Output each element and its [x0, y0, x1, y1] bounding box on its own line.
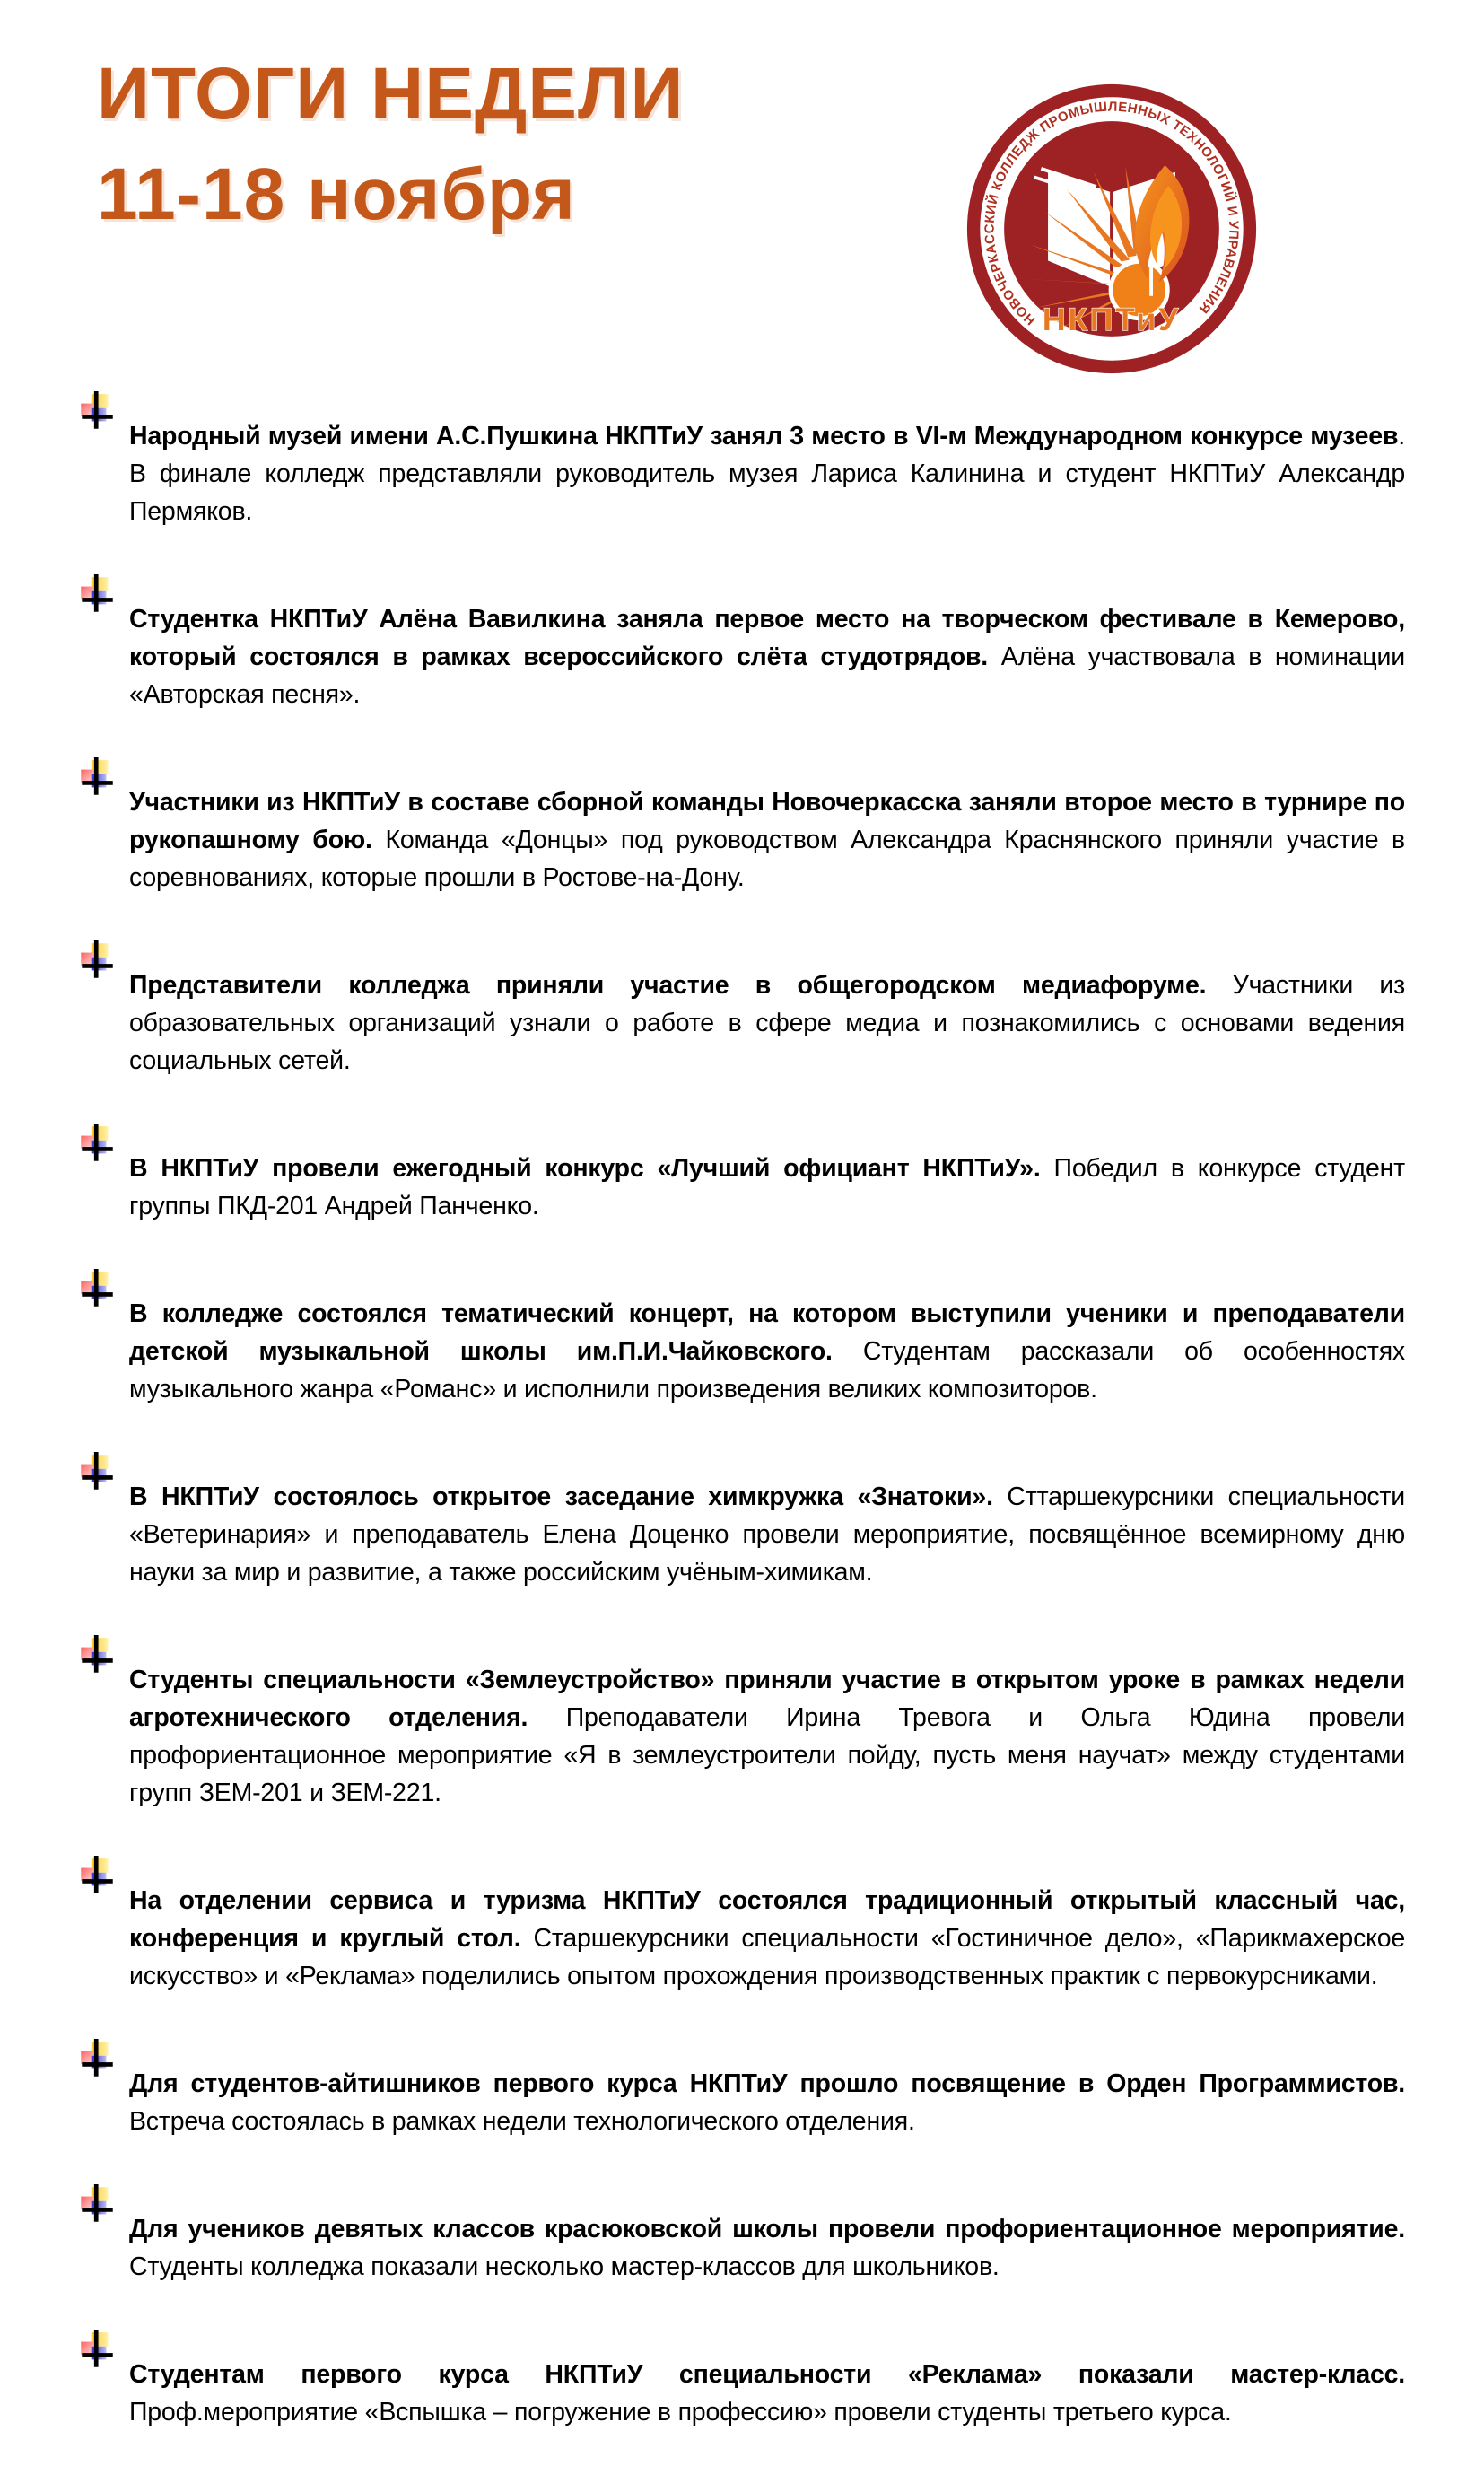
news-item: [79, 757, 1405, 922]
dagger-cross-bullet-icon: [79, 1635, 115, 1678]
dagger-cross-bullet-icon: [79, 2039, 115, 2082]
news-item-rest: Преподаватели Ирина Тревога и Ольга Юдина провели профориентационное мероприятие «Я в землеустроители пойду, пусть меня научат» между студентами групп ЗЕМ-201 и ЗЕМ-221.: [129, 1702, 1405, 1807]
news-item: [79, 1452, 1405, 1616]
page-title: ИТОГИ НЕДЕЛИ: [97, 53, 685, 135]
dagger-cross-bullet-icon: [79, 1452, 115, 1495]
news-item-rest: Команда «Донцы» под руководством Александра Краснянского приняли участие в соревнованиях, которые прошли в Ростове-на-Дону.: [129, 825, 1405, 892]
news-item-rest: Студенты колледжа показали несколько мастер-классов для школьников.: [129, 2252, 1000, 2281]
page-subtitle: 11-18 ноября: [97, 153, 576, 236]
logo-abbreviation: НКПТиУ: [1042, 302, 1182, 338]
news-item-lead: Представители колледжа приняли участие в общегородском медиафоруме.: [129, 970, 1207, 1000]
news-item-text: [129, 783, 1405, 896]
dagger-cross-bullet-icon: [79, 391, 115, 434]
news-item: [79, 2184, 1405, 2311]
news-item-text: [129, 600, 1405, 713]
news-item-rest: Старшекурсники специальности «Гостиничное дело», «Парикмахерское искусство» и «Реклама» поделились опытом прохождения производственных практик с первокурсниками.: [129, 1923, 1406, 1990]
header: [97, 53, 685, 257]
news-item: [79, 574, 1405, 739]
dagger-cross-bullet-icon: [79, 574, 115, 617]
news-item: [79, 1124, 1405, 1250]
dagger-cross-bullet-icon: [79, 1124, 115, 1167]
news-item: [79, 1856, 1405, 2020]
news-item-rest: Победил в конкурсе студент группы ПКД-201 Андрей Панченко.: [129, 1153, 1405, 1220]
dagger-cross-bullet-icon: [79, 1856, 115, 1899]
news-item-text: [129, 1661, 1405, 1812]
news-item: [79, 940, 1405, 1105]
news-item-lead: В колледже состоялся тематический концерт, на котором выступили ученики и преподаватели детской музыкальной школы им.П.И.Чайковского.: [129, 1299, 1405, 1366]
news-item-lead: В НКПТиУ состоялось открытое заседание химкружка «Знатоки».: [129, 1482, 993, 1511]
news-item-rest: Проф.мероприятие «Вспышка – погружение в профессию» провели студенты третьего курса.: [129, 2397, 1232, 2427]
dagger-cross-bullet-icon: [79, 757, 115, 800]
news-item-lead: Студентка НКПТиУ Алёна Вавилкина заняла первое место на творческом фестивале в Кемерово, который состоялся в рамках всероссийского слёта студотрядов.: [129, 604, 1405, 671]
news-item-lead: Студенты специальности «Землеустройство» приняли участие в открытом уроке в рамках недели агротехнического отделения.: [129, 1665, 1405, 1732]
news-item-text: [129, 1882, 1405, 1995]
news-item: [79, 1635, 1405, 1837]
news-item-lead: На отделении сервиса и туризма НКПТиУ состоялся традиционный открытый классный час, конференция и круглый стол.: [129, 1885, 1405, 1953]
news-item: [79, 2039, 1405, 2165]
news-item-text: [129, 2210, 1405, 2286]
news-item-rest: Встреча состоялась в рамках недели технологического отделения.: [129, 2106, 915, 2136]
college-logo: [965, 83, 1258, 375]
news-list: [79, 391, 1405, 2475]
news-item-lead: Участники из НКПТиУ в составе сборной команды Новочеркасска заняли второе место в турнире по рукопашному бою.: [129, 787, 1405, 854]
news-item: [79, 391, 1405, 555]
news-item-rest: Алёна участвовала в номинации «Авторская песня».: [129, 642, 1405, 709]
dagger-cross-bullet-icon: [79, 1269, 115, 1312]
news-item-lead: Студентам первого курса НКПТиУ специальности «Реклама» показали мастер-класс.: [129, 2359, 1405, 2389]
news-item-rest: . В финале колледж представляли руководитель музея Лариса Калинина и студент НКПТиУ Александр Пермяков.: [129, 421, 1405, 526]
news-item-text: [129, 2065, 1405, 2140]
news-item-lead: Для учеников девятых классов красюковской школы провели профориентационное мероприятие.: [129, 2214, 1405, 2243]
news-item-rest: Студентам рассказали об особенностях музыкального жанра «Романс» и исполнили произведения великих композиторов.: [129, 1336, 1405, 1404]
news-item-text: [129, 966, 1405, 1080]
news-item-text: [129, 417, 1405, 530]
news-item-rest: Участники из образовательных организаций узнали о работе в сфере медиа и познакомились с основами ведения социальных сетей.: [129, 970, 1405, 1075]
dagger-cross-bullet-icon: [79, 2330, 115, 2373]
news-item-lead: Для студентов-айтишников первого курса НКПТиУ прошло посвящение в Орден Программистов.: [129, 2068, 1405, 2098]
news-item-text: [129, 1478, 1405, 1591]
news-item-lead: Народный музей имени А.С.Пушкина НКПТиУ занял 3 место в VI-м Международном конкурсе музеев: [129, 421, 1399, 450]
news-item: [79, 2330, 1405, 2456]
dagger-cross-bullet-icon: [79, 940, 115, 984]
dagger-cross-bullet-icon: [79, 2184, 115, 2227]
news-item-rest: Сттаршекурсники специальности «Ветеринария» и преподаватель Елена Доценко провели мероприятие, посвящённое всемирному дню науки за мир и развитие, а также российским учёным-химикам.: [129, 1482, 1405, 1587]
news-item-lead: В НКПТиУ провели ежегодный конкурс «Лучший официант НКПТиУ».: [129, 1153, 1041, 1183]
news-item-text: [129, 2356, 1405, 2431]
logo-ring-text: НОВОЧЕРКАССКИЙ КОЛЛЕДЖ ПРОМЫШЛЕННЫХ ТЕХНОЛОГИЙ И УПРАВЛЕНИЯ: [982, 100, 1241, 328]
college-logo-emblem: [965, 83, 1258, 375]
news-item: [79, 1269, 1405, 1433]
news-item-text: [129, 1295, 1405, 1408]
news-item-text: [129, 1150, 1405, 1225]
